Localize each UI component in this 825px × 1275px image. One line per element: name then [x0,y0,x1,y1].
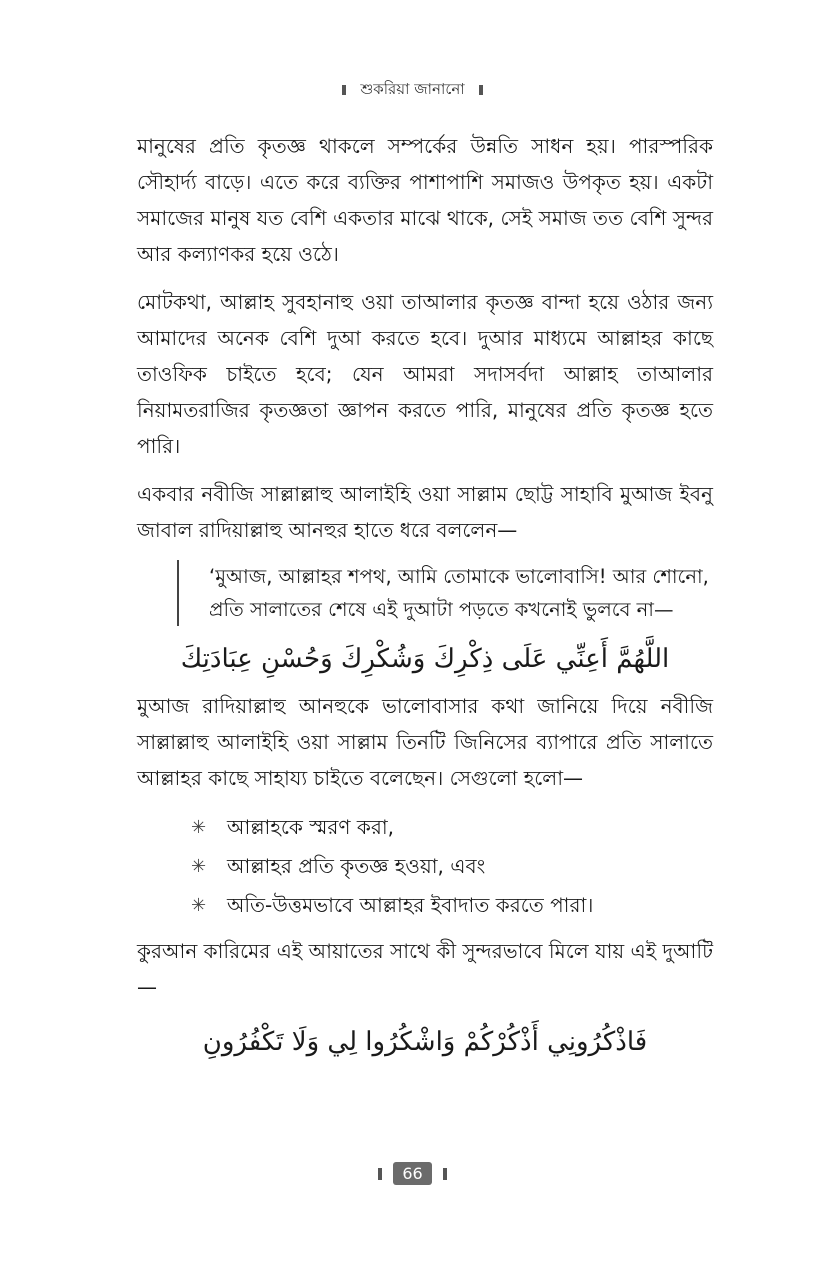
hadith-quote-text: ‘মুআজ, আল্লাহর শপথ, আমি তোমাকে ভালোবাসি! আর শোনো, প্রতি সালাতের শেষে এই দুআটা পড়তে কখনোই ভুলবে না— [209,565,709,621]
page-number-value: 66 [393,1162,431,1185]
bullet-list [191,808,713,925]
running-header [0,78,825,103]
paragraph-quran-ayah-intro: কুরআন কারিমের এই আয়াতের সাথে কী সুন্দরভাবে মিলে যায় এই দুআটি— [137,939,713,999]
list-item-text: অতি-উত্তমভাবে আল্লাহর ইবাদাত করতে পারা। [227,893,594,917]
asterisk-icon: ✳ [191,856,207,877]
list-item-text: আল্লাহর প্রতি কৃতজ্ঞ হওয়া, এবং [227,854,486,878]
list-item-text: আল্লাহকে স্মরণ করা, [227,815,394,839]
hadith-quote [177,560,713,626]
paragraph-dua-for-gratitude: মোটকথা, আল্লাহ সুবহানাহু ওয়া তাআলার কৃতজ্ঞ বান্দা হয়ে ওঠার জন্য আমাদের অনেক বেশি দুআ করতে হবে। দুআর মাধ্যমে আল্লাহর কাছে তাওফিক চাইতে হবে; যেন আমরা সদাসর্বদা আল্লাহ তাআলার নিয়ামতরাজির কৃতজ্ঞতা জ্ঞাপন করতে পারি, মানুষের প্রতি কৃতজ্ঞ হতে পারি। [137,290,713,458]
arabic-ayah: فَاذْكُرُونِي أَذْكُرْكُمْ وَاشْكُرُوا لِي وَلَا تَكْفُرُونِ [202,1027,648,1057]
paragraph-three-things: মুআজ রাদিয়াল্লাহু আনহুকে ভালোবাসার কথা জানিয়ে দিয়ে নবীজি সাল্লাল্লাহু আলাইহি ওয়া সাল্লাম তিনটি জিনিসের ব্যাপারে প্রতি সালাতে আল্লাহর কাছে সাহায্য চাইতে বলেছেন। সেগুলো হলো— [137,694,713,790]
arabic-dua: اللَّهُمَّ أَعِنِّي عَلَى ذِكْرِكَ وَشُكْرِكَ وَحُسْنِ عِبَادَتِكَ [180,644,670,674]
page-number-left-marker [378,1168,382,1180]
paragraph-gratitude-society: মানুষের প্রতি কৃতজ্ঞ থাকলে সম্পর্কের উন্নতি সাধন হয়। পারস্পরিক সৌহার্দ্য বাড়ে। এতে করে ব্যক্তির পাশাপাশি সমাজও উপকৃত হয়। একটা সমাজের মানুষ যত বেশি একতার মাঝে থাকে, সেই সমাজ তত বেশি সুন্দর আর কল্যাণকর হয়ে ওঠে। [137,134,713,266]
page-body [137,128,713,1071]
list-item [191,808,713,847]
page-number [0,1162,825,1185]
paragraph-muadh-intro: একবার নবীজি সাল্লাল্লাহু আলাইহি ওয়া সাল্লাম ছোট্ট সাহাবি মুআজ ইবনু জাবাল রাদিয়াল্লাহু আনহুর হাতে ধরে বললেন— [137,482,713,542]
header-right-marker [479,85,483,95]
chapter-title: শুকরিয়া জানানো [360,80,465,98]
header-left-marker [342,85,346,95]
asterisk-icon: ✳ [191,817,207,838]
page-number-right-marker [443,1168,447,1180]
list-item [191,886,713,925]
list-item [191,847,713,886]
asterisk-icon: ✳ [191,895,207,916]
